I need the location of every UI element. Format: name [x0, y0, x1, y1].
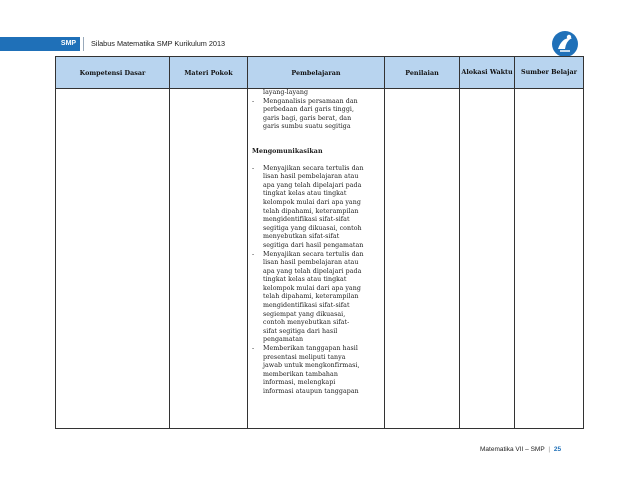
- list-line: telah dipahami, keterampilan: [263, 207, 359, 215]
- footer-separator: |: [548, 446, 551, 453]
- list-line: informasi ataupun tanggapan: [263, 388, 359, 395]
- table-row: [56, 89, 584, 429]
- list-line: contoh menyebutkan sifat-: [263, 319, 350, 327]
- list-item: [252, 165, 381, 251]
- list-line: garis bagi, garis berat, dan: [263, 114, 352, 122]
- cell-pembelajaran: [248, 89, 385, 429]
- list-line: Menyajikan secara tertulis dan: [263, 250, 364, 258]
- list-line: menyebutkan sifat-sifat: [263, 233, 340, 241]
- cell-penilaian: [385, 89, 460, 429]
- header-accent-bar: [0, 37, 57, 51]
- footer-text: Matematika VII – SMP: [480, 446, 545, 453]
- page-number: 25: [553, 446, 562, 453]
- cell-kompetensi-dasar: [56, 89, 170, 429]
- smp-badge: SMP: [57, 37, 80, 51]
- column-header: Materi Pokok: [170, 57, 248, 89]
- table-header-row: [56, 57, 584, 89]
- cell-alokasi-waktu: [460, 89, 515, 429]
- list-dash: -: [252, 164, 255, 172]
- pembelajaran-content: [248, 89, 384, 397]
- carry-over-line: layang-layang: [263, 89, 309, 96]
- column-header: [460, 57, 515, 89]
- tut-wuri-handayani-logo-icon: [548, 29, 582, 59]
- list-line: mengidentifikasi sifat-sifat: [263, 216, 350, 224]
- syllabus-table: [55, 56, 584, 429]
- column-header: Kompetensi Dasar: [56, 57, 170, 89]
- list-line: memberikan tambahan: [263, 370, 338, 378]
- list-line: apa yang telah dipelajari pada: [263, 267, 362, 275]
- list-line: apa yang telah dipelajari pada: [263, 181, 362, 189]
- list-dash: -: [252, 250, 255, 258]
- list-line: tingkat kelas atau tingkat: [263, 276, 347, 284]
- column-header: Penilaian: [385, 57, 460, 89]
- list-line: informasi, melengkapi: [263, 379, 336, 387]
- list-line: perbedaan dari garis tinggi,: [263, 106, 355, 114]
- list-item: [252, 251, 381, 346]
- list-line: garis sumbu suatu segitiga: [263, 123, 351, 131]
- list-line: tingkat kelas atau tingkat: [263, 190, 347, 198]
- list-line: lisan hasil pembelajaran atau: [263, 173, 359, 181]
- cell-materi-pokok: [170, 89, 248, 429]
- list-line: Menganalisis persamaan dan: [263, 97, 358, 105]
- list-line: telah dipahami, keterampilan: [263, 293, 359, 301]
- list-line: sifat segitiga dari hasil: [263, 327, 338, 335]
- list-line: kelompok mulai dari apa yang: [263, 198, 361, 206]
- list-dash: -: [252, 345, 255, 353]
- column-header: [515, 57, 584, 89]
- list-line: mengidentifikasi sifat-sifat: [263, 302, 350, 310]
- document-title: Silabus Matematika SMP Kurikulum 2013: [91, 39, 226, 48]
- list-item: [252, 98, 381, 132]
- section-title: Mengomunikasikan: [252, 147, 323, 155]
- page-footer: [480, 446, 561, 453]
- list-line: lisan hasil pembelajaran atau: [263, 259, 359, 267]
- list-line: Menyajikan secara tertulis dan: [263, 164, 364, 172]
- list-line: kelompok mulai dari apa yang: [263, 284, 361, 292]
- list-line: pengamatan: [263, 336, 304, 344]
- list-line: segiempat yang dikuasai,: [263, 310, 346, 318]
- column-header-text: Sumber Belajar: [520, 68, 577, 76]
- list-line: segitiga yang dikuasai, contoh: [263, 224, 362, 232]
- list-line: jawab untuk mengkonfirmasi,: [263, 362, 360, 370]
- list-dash: -: [252, 97, 255, 105]
- list-line: Memberikan tanggapan hasil: [263, 345, 358, 353]
- header-divider: [83, 37, 84, 51]
- column-header: Pembelajaran: [248, 57, 385, 89]
- column-header-text: Alokasi Waktu: [461, 68, 513, 76]
- list-line: presentasi meliputi tanya: [263, 353, 346, 361]
- cell-sumber-belajar: [515, 89, 584, 429]
- list-item: [252, 345, 381, 397]
- list-line: segitiga dari hasil pengamatan: [263, 241, 364, 249]
